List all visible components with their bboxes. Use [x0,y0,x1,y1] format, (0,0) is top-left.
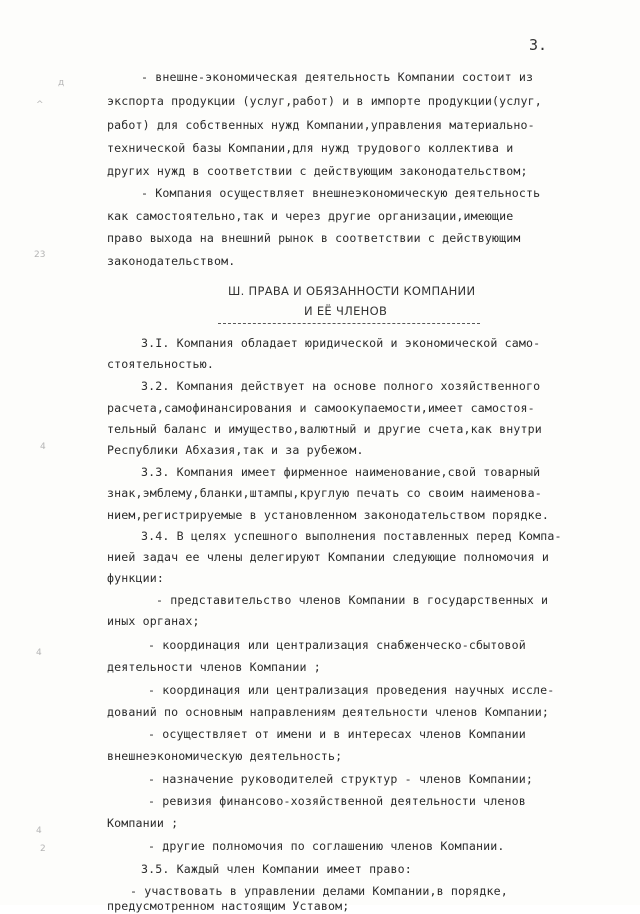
text-line: 3.5. Каждый член Компании имеет право: [141,862,412,876]
text-line: - назначение руководителей структур - членов Компании; [148,772,534,786]
text-line: других нужд в соответствии с действующим законодательством; [107,164,528,178]
section-heading-subtitle: И ЕЁ ЧЛЕНОВ [304,304,388,318]
text-line: предусмотренном настоящим Уставом; [107,899,350,913]
text-line: - осуществляет от имени и в интересах членов Компании [148,727,526,741]
text-line: иных органах; [107,614,200,628]
margin-mark: 2 [40,844,46,854]
text-line: право выхода на внешний рынок в соответствии с действующим [107,231,521,245]
text-line: нией задач ее члены делегируют Компании следующие полномочия и [107,550,550,564]
text-line: тельный баланс и имущество,валютный и другие счета,как внутри [107,422,542,436]
text-line: дований по основным направлениям деятельности членов Компании; [107,705,550,719]
text-line: 3.2. Компания действует на основе полного хозяйственного [141,379,541,393]
text-line: 3.3. Компания имеет фирменное наименование,свой товарный [141,465,541,479]
text-line: Республики Абхазия,так и за рубежом. [107,443,364,457]
text-line: - Компания осуществляет внешнеэкономическую деятельность [141,186,541,200]
text-line: 3.I. Компания обладает юридической и экономической само- [141,336,541,350]
text-line: - представительство членов Компании в государственных и [156,593,549,607]
margin-mark: 4 [40,442,46,452]
text-line: - внешне-экономическая деятельность Компании состоит из [141,70,534,84]
text-line: нием,регистрируемые в установленном законодательством порядке. [107,508,550,522]
text-line: Компании ; [107,816,179,830]
text-line: - другие полномочия по соглашению членов Компании. [148,839,505,853]
margin-mark: 4 [36,648,42,658]
section-heading: Ш. ПРАВА И ОБЯЗАННОСТИ КОМПАНИИ [228,284,476,298]
text-line: работ) для собственных нужд Компании,управления материально- [107,118,535,132]
text-line: 3.4. В целях успешного выполнения поставленных перед Компа- [141,529,562,543]
text-line: деятельности членов Компании ; [107,660,321,674]
page-number: 3. [529,36,548,54]
text-line: знак,эмблему,бланки,штампы,круглую печать со своим наименова- [107,486,542,500]
text-line: - координация или централизация снабженческо-сбытовой [148,638,526,652]
text-line: - ревизия финансово-хозяйственной деятельности членов [148,794,526,808]
text-line: стоятельностью. [107,357,214,371]
margin-mark: 4 [36,826,42,836]
text-line: расчета,самофинансирования и самоокупаемости,имеет самостоя- [107,401,535,415]
margin-mark: ^ [36,100,44,110]
text-line: - участвовать в управлении делами Компании,в порядке, [130,884,508,898]
text-line: функции: [107,571,165,585]
text-line: технической базы Компании,для нужд трудового коллектива и [107,141,514,155]
text-line: - координация или централизация проведения научных иссле- [148,683,555,697]
margin-mark: 23 [34,250,46,260]
heading-underline [218,323,480,324]
text-line: внешнеэкономическую деятельность; [107,749,343,763]
margin-mark: д [58,78,65,88]
text-line: экспорта продукции (услуг,работ) и в импорте продукции(услуг, [107,94,542,108]
text-line: как самостоятельно,так и через другие организации,имеющие [107,209,514,223]
text-line: законодательством. [107,254,236,268]
